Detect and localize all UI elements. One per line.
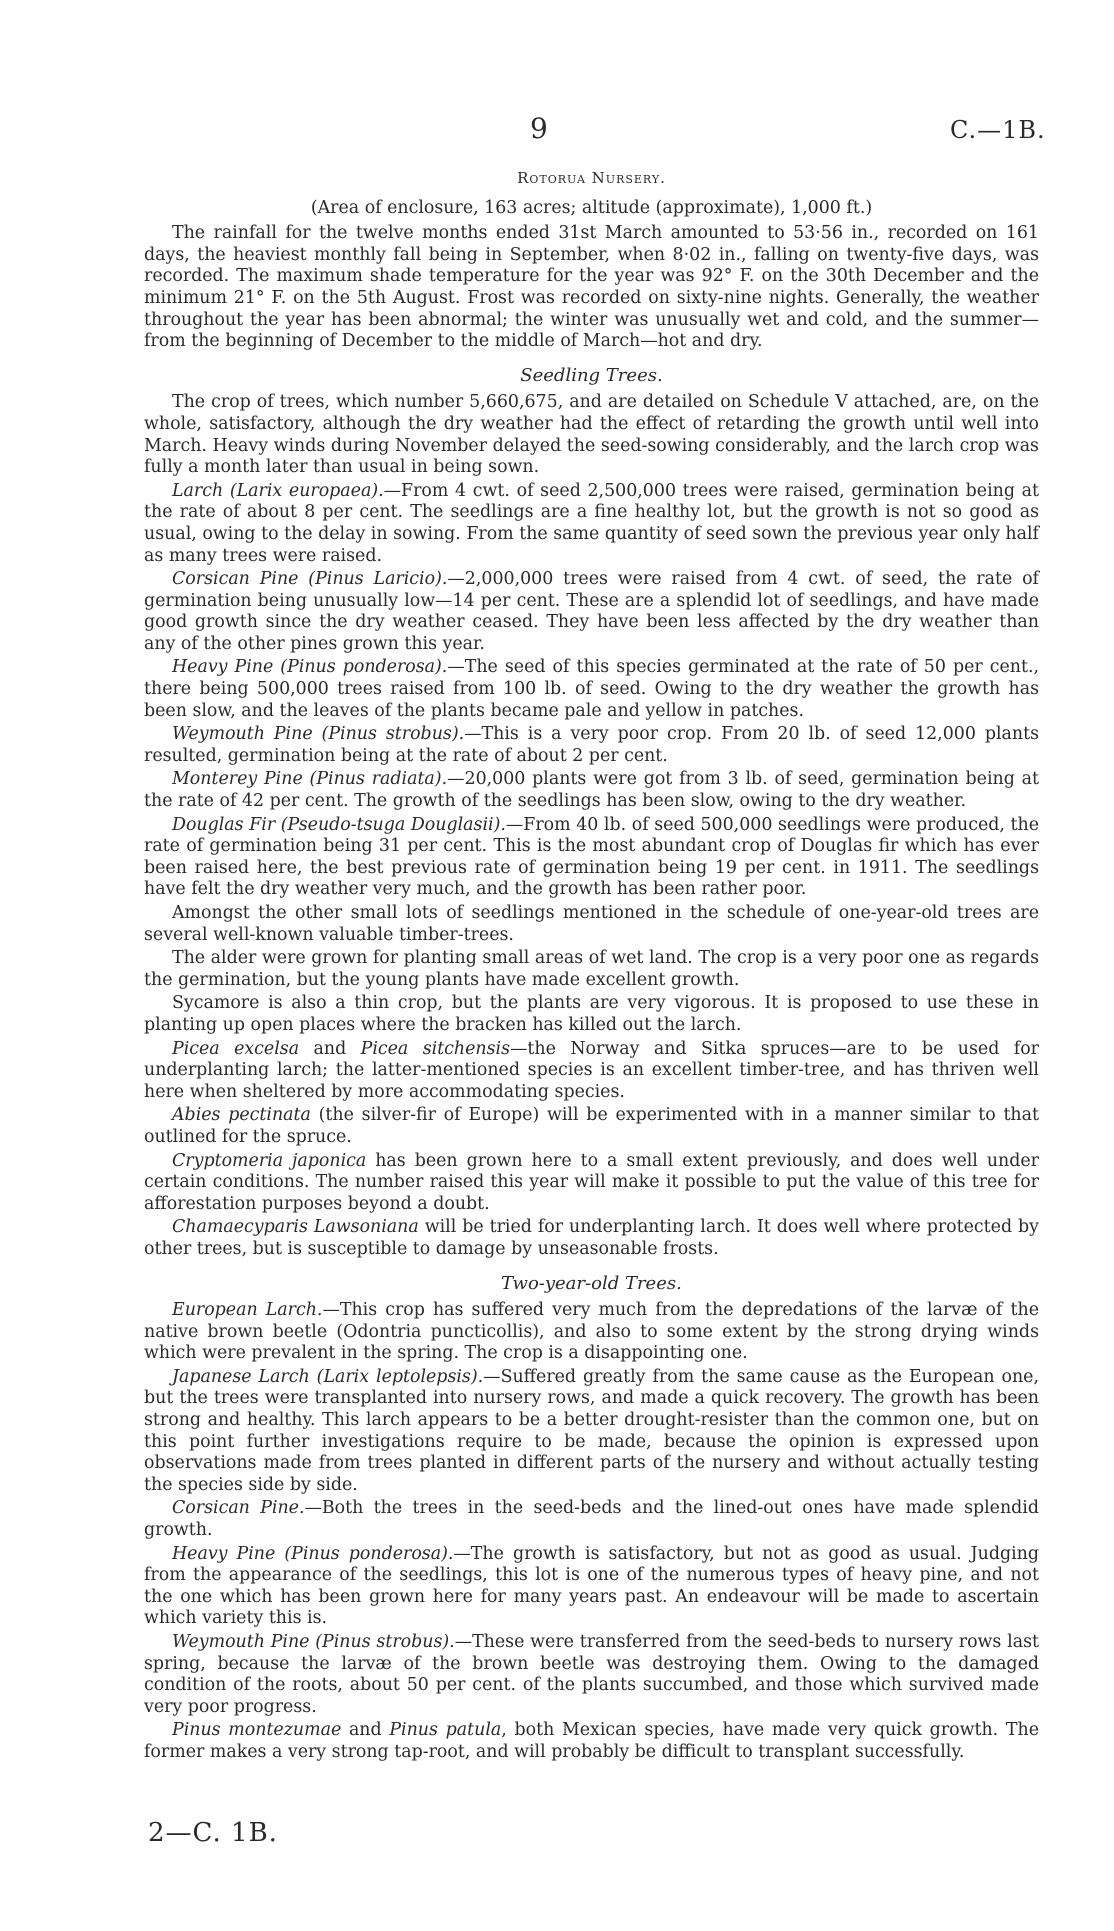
paragraph <box>144 481 1039 567</box>
paragraph <box>144 1544 1039 1630</box>
species-name: Heavy Pine (Pinus ponderosa). <box>172 657 448 678</box>
species-name: Abies pectinata <box>172 1105 311 1126</box>
species-name: Douglas Fir (Pseudo-tsuga Douglasii). <box>172 814 506 835</box>
species-name: Larch (Larix europaea). <box>172 480 384 501</box>
paragraph <box>144 1720 1039 1763</box>
seedling-heading: Seedling Trees. <box>520 364 663 386</box>
species-name: Pinus montezumae <box>172 1720 342 1741</box>
species-name: Monterey Pine (Pinus radiata). <box>172 769 448 790</box>
body-text <box>144 168 1039 1766</box>
paragraph <box>144 1151 1039 1216</box>
species-name: European Larch. <box>172 1300 323 1321</box>
species-name: Weymouth Pine (Pinus strobus). <box>172 1632 455 1652</box>
paragraph-text: —From 4 cwt. of seed 2,500,000 trees were raised, germination being at the rate of about 8 per cent. The seedlings are a fine healthy lot, but the growth is not so good as usual, owing to the delay in sowing. From the same quantity of seed sown the previous year only half as many trees were raised. <box>144 480 1039 566</box>
paragraph-text: —20,000 plants were got from 3 lb. of seed, germination being at the rate of 42 per cent. The growth of the seedlings has been slow, owing to the dry weather. <box>144 769 1039 812</box>
species-name: Picea excelsa <box>172 1038 300 1059</box>
paragraph-text: —From 40 lb. of seed 500,000 seedlings were produced, the rate of germination being 31 per cent. This is the most abundant crop of Douglas fir which has ever been raised here, the best previous rate of germination being 19 per cent. in 1911. The seedlings have felt the dry weather very much, and the growth has been rather poor. <box>144 814 1039 900</box>
two-year-paragraphs <box>144 1300 1039 1763</box>
paragraph <box>144 392 1039 478</box>
species-name: Japanese Larch (Larix leptolepsis). <box>172 1366 484 1387</box>
page-number: 9 <box>530 112 548 145</box>
conjunction: and <box>299 1038 361 1059</box>
paragraph <box>144 903 1039 946</box>
paragraph-text: will be tried for underplanting larch. It does well where protected by other trees, but is susceptible to damage by unseasonable frosts. <box>144 1217 1039 1259</box>
paragraph-text: —This is a very poor crop. From 20 lb. of seed 12,000 plants resulted, germination being at the rate of about 2 per cent. <box>144 724 1039 766</box>
paragraph-text: has been grown here to a small extent previously, and does well under certain conditions. The number raised this year will make it possible to put the value of this tree for afforestation purposes beyond a doubt. <box>144 1150 1039 1214</box>
page-header <box>0 112 1114 145</box>
species-name: Picea sitchensis <box>360 1038 511 1059</box>
paragraph-text: —The seed of this species germinated at the rate of 50 per cent., there being 500,000 trees raised from 100 lb. of seed. Owing to the dry weather the growth has been slow, and the leaves of the plants became pale and yellow in patches. <box>144 657 1039 721</box>
paragraph <box>144 815 1039 901</box>
species-name: Cryptomeria japonica <box>172 1150 367 1171</box>
paragraph <box>144 1105 1039 1148</box>
paragraph <box>144 1498 1039 1541</box>
paragraph <box>144 657 1039 722</box>
paragraph-text: —These were transferred from the seed-beds to nursery rows last spring, because the larvæ of the brown beetle was destroying them. Owing to the damaged condition of the roots, about 50 per cent. of the plants succumbed, and those which survived made very poor progress. <box>144 1632 1039 1717</box>
paragraph <box>144 1300 1039 1365</box>
paragraph <box>144 769 1039 812</box>
conjunction: and <box>341 1720 390 1741</box>
two-year-heading: Two-year-old Trees. <box>501 1272 682 1294</box>
species-name: Weymouth Pine (Pinus strobus). <box>172 724 465 745</box>
paragraph <box>144 948 1039 991</box>
section-subtitle: (Area of enclosure, 163 acres; altitude (approximate), 1,000 ft.) <box>310 197 873 218</box>
section-title: Rotorua Nursery. <box>517 169 666 187</box>
paragraph-text: (the silver-fir of Europe) will be experimented with in a manner similar to that outlined for the spruce. <box>144 1105 1039 1147</box>
paragraph <box>144 1039 1039 1104</box>
species-name: Pinus patula <box>389 1720 502 1741</box>
paragraph-text: The crop of trees, which number 5,660,675, and are detailed on Schedule V attached, are, on the whole, satisfactory, although the dry weather had the effect of retarding the growth until well into March. Heavy winds during November delayed the seed-sowing considerably, and the larch crop was fully a month later than usual in being sown. <box>144 392 1039 478</box>
paragraph-text: —The growth is satisfactory, but not as good as usual. Judging from the appearance of the seedlings, this lot is one of the numerous types of heavy pine, and not the one which has been grown here for many years past. An endeavour will be made to ascertain which variety this is. <box>144 1543 1039 1629</box>
species-name: Heavy Pine (Pinus ponderosa). <box>172 1543 454 1564</box>
paragraph-text: Amongst the other small lots of seedlings mentioned in the schedule of one-year-old trees are several well-known valuable timber-trees. <box>144 903 1039 945</box>
species-name: Corsican Pine (Pinus Laricio). <box>172 569 448 590</box>
paragraph-text: —This crop has suffered very much from the depredations of the larvæ of the native brown beetle (Odontria puncticollis), and also to some extent by the strong drying winds which were prevalent in the spring. The crop is a disappointing one. <box>144 1300 1039 1364</box>
paragraph-text: The alder were grown for planting small areas of wet land. The crop is a very poor one as regards the germination, but the young plants have made excellent growth. <box>144 948 1039 990</box>
seedling-paragraphs <box>144 392 1039 1260</box>
footer-signature: 2—C. 1B. <box>148 1818 278 1848</box>
paragraph-text: —the Norway and Sitka spruces—are to be used for underplanting larch; the latter-mentioned species is an excellent timber-tree, and has thriven well here when sheltered by more accommodating species. <box>144 1038 1039 1102</box>
paragraph-text: —2,000,000 trees were raised from 4 cwt. of seed, the rate of germination being unusually low—14 per cent. These are a splendid lot of seedlings, and have made good growth since the dry weather ceased. They have been less affected by the dry weather than any of the other pines grown this year. <box>144 569 1039 654</box>
paragraph-text: —Both the trees in the seed-beds and the lined-out ones have made splendid growth. <box>144 1498 1040 1541</box>
paragraph <box>144 1632 1039 1718</box>
document-reference: C.—1B. <box>950 116 1046 144</box>
paragraph-text: , both Mexican species, have made very quick growth. The former makes a very strong tap-root, and will probably be difficult to transplant successfully. <box>144 1720 1039 1762</box>
paragraph-text: Sycamore is also a thin crop, but the plants are very vigorous. It is proposed to use these in planting up open places where the bracken has killed out the larch. <box>144 993 1039 1035</box>
species-name: Chamaecyparis Lawsoniana <box>172 1217 419 1238</box>
paragraph <box>144 724 1039 767</box>
paragraph <box>144 569 1039 655</box>
species-name: Corsican Pine. <box>172 1498 305 1519</box>
paragraph <box>144 993 1039 1036</box>
paragraph-text: —Suffered greatly from the same cause as the European one, but the trees were transplanted into nursery rows, and made a quick recovery. The growth has been strong and healthy. This larch appears to be a better drought-resister than the common one, but on this point further investigations require to be made, because the opinion is expressed upon observations made from trees planted in different parts of the nursery and without actually testing the species side by side. <box>144 1366 1039 1495</box>
intro-paragraph: The rainfall for the twelve months ended 31st March amounted to 53·56 in., recorded on 161 days, the heaviest monthly fall being in September, when 8·02 in., falling on twenty-five days, was recorded. The maximum shade temperature for the year was 92° F. on the 30th December and the minimum 21° F. on the 5th August. Frost was recorded on sixty-nine nights. Generally, the weather throughout the year has been abnormal; the winter was unusually wet and cold, and the summer—from the beginning of December to the middle of March—hot and dry. <box>144 223 1039 352</box>
paragraph <box>144 1367 1039 1497</box>
paragraph <box>144 1217 1039 1260</box>
